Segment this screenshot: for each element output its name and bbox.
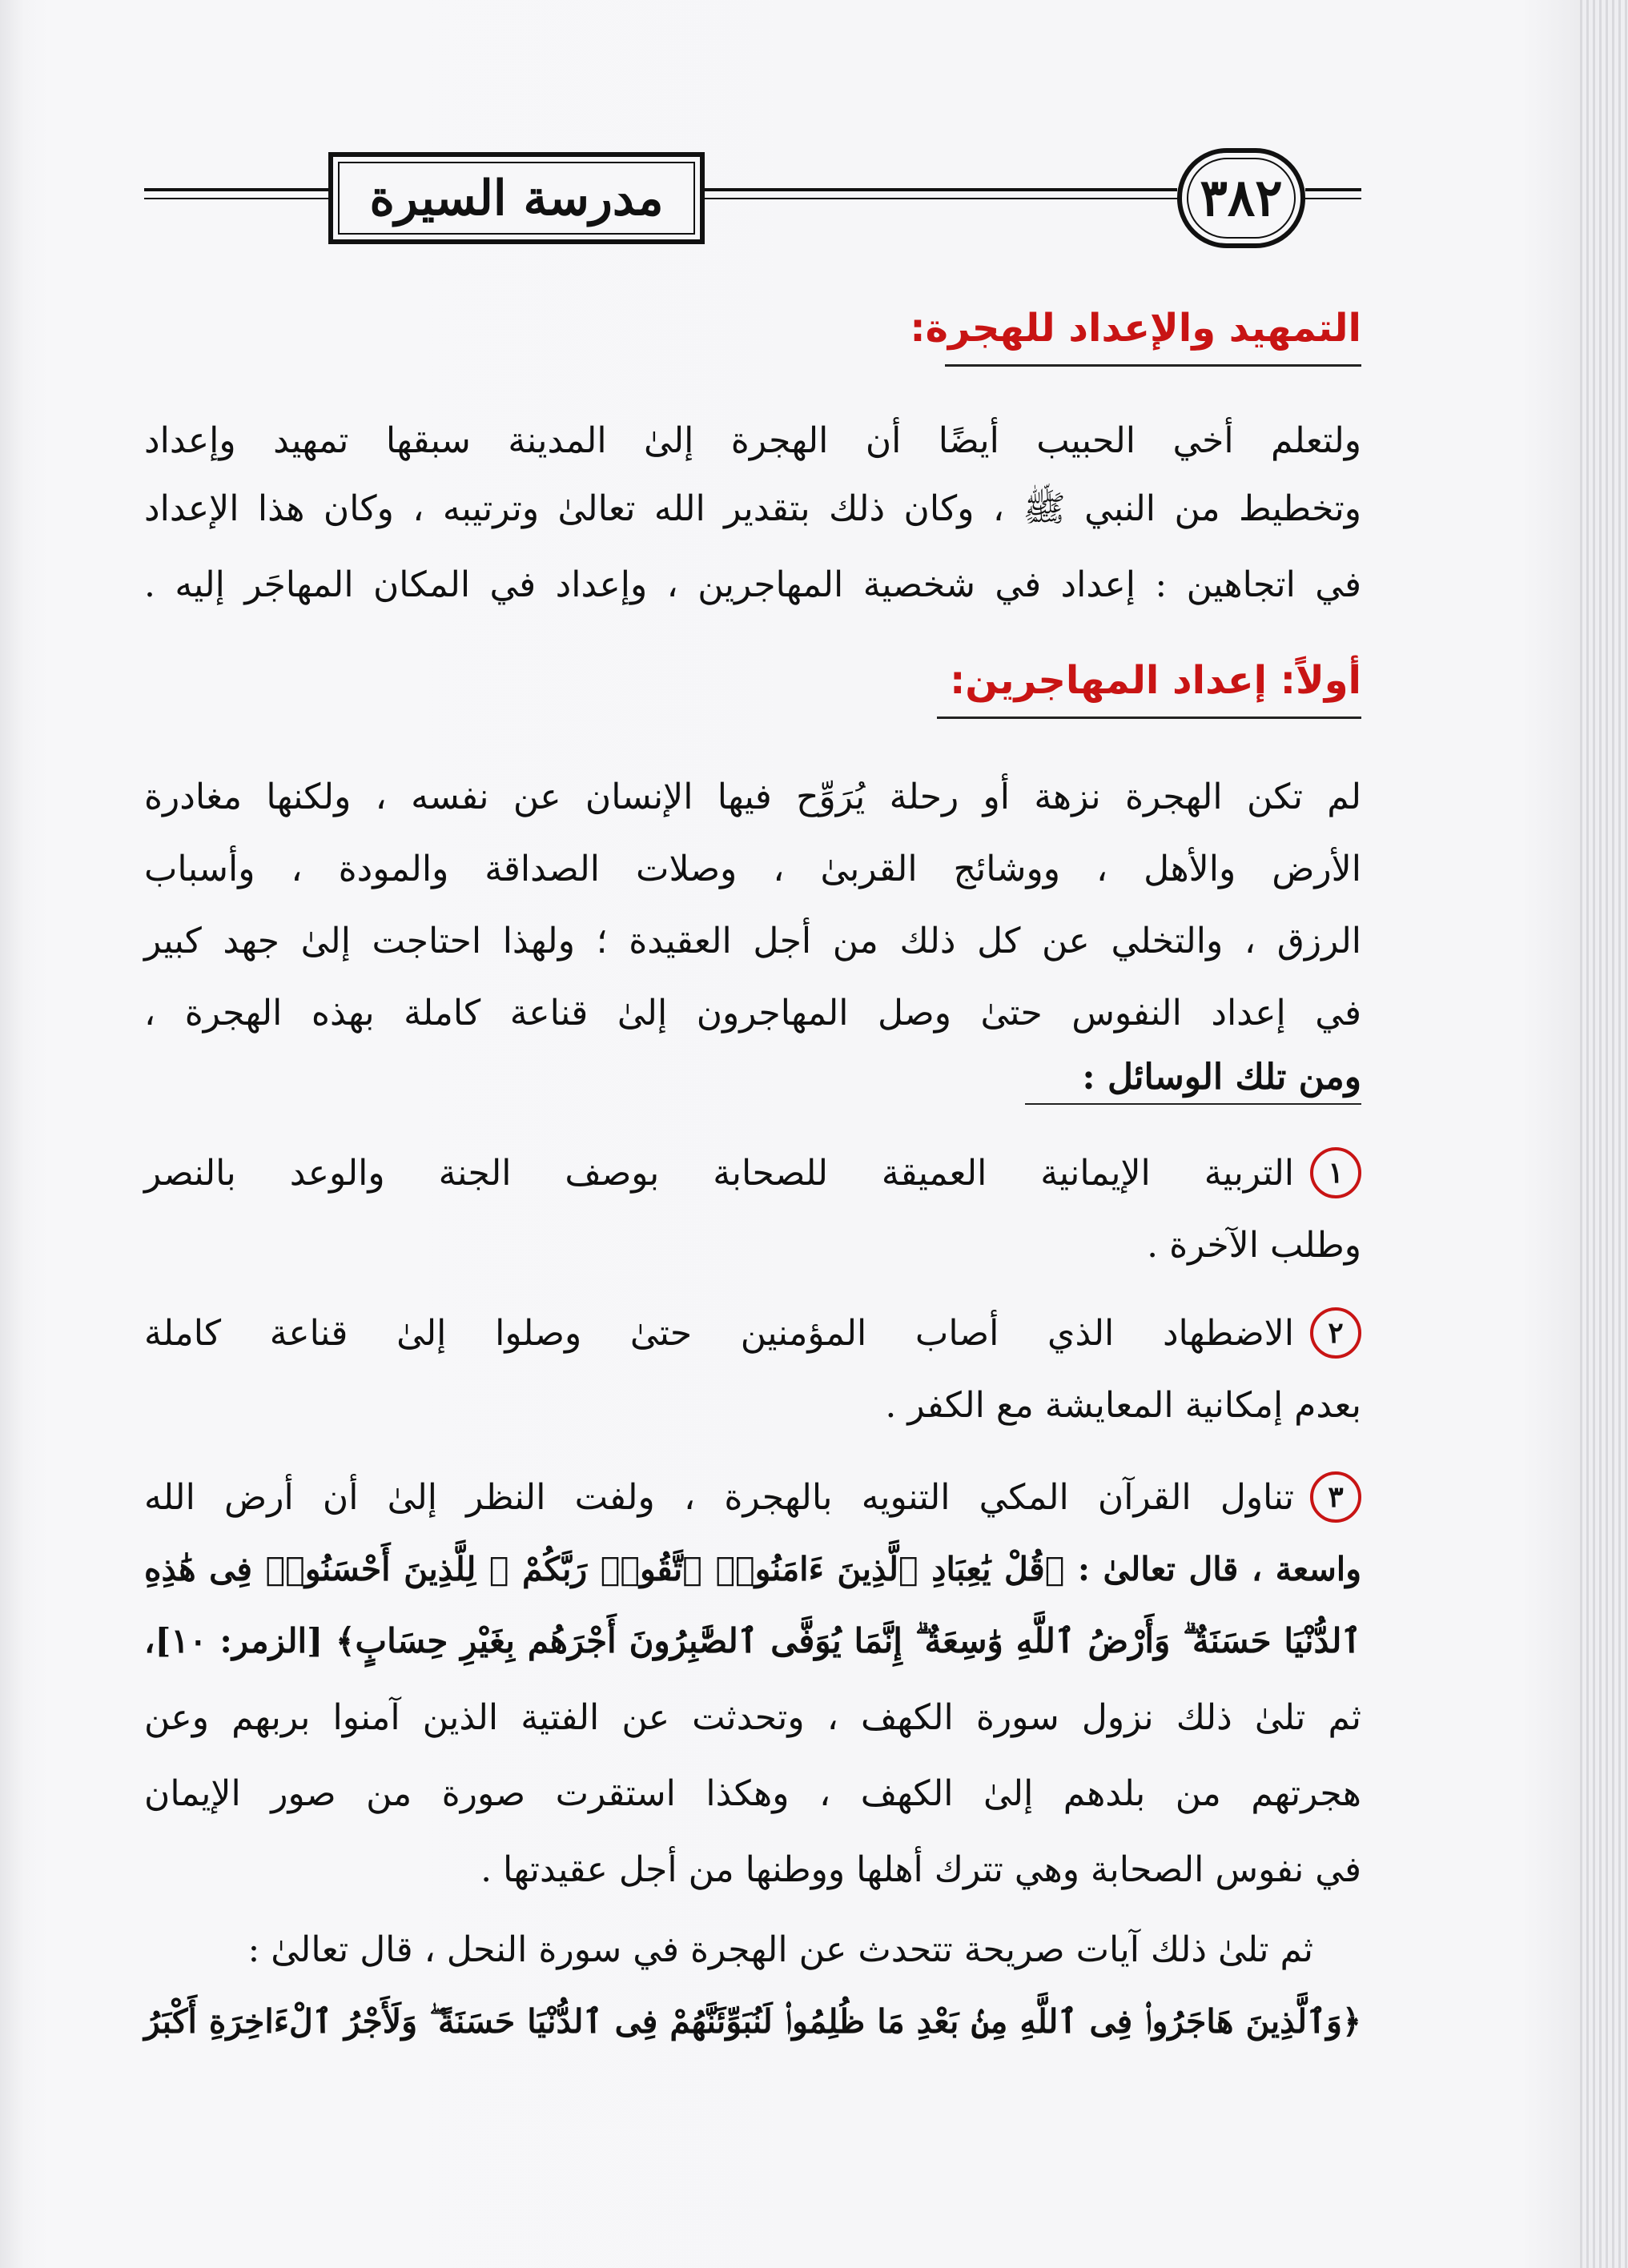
section1-line-2: وتخطيط من النبي ﷺ ، وكان ذلك بتقدير الله تعالىٰ وترتيبه ، وكان هذا الإعداد: [144, 488, 1361, 529]
section1-heading-wrap: [910, 300, 1361, 356]
item-3-line-6: في نفوس الصحابة وهي تترك أهلها ووطنها من أجل عقيدتها .: [480, 1849, 1361, 1890]
header-rule-middle: [705, 188, 1177, 191]
page-number-frame: [1177, 148, 1305, 248]
section2-line-2: الأرض والأهل ، ووشائج القربىٰ ، وصلات الصداقة والمودة ، وأسباب: [144, 848, 1361, 889]
book-title: مدرسة السيرة: [369, 170, 664, 227]
item-2-number: ٢: [1310, 1307, 1361, 1359]
item-1-line-2: وطلب الآخرة .: [1147, 1224, 1361, 1266]
section2-heading-underline: [937, 717, 1361, 719]
item-1-line-1: ١ التربية الإيمانية العميقة للصحابة بوصف الجنة والوعد بالنصر: [144, 1137, 1361, 1209]
section2-line-1: لم تكن الهجرة نزهة أو رحلة يُرَوِّح فيها الإنسان عن نفسه ، ولكنها مغادرة: [144, 776, 1361, 817]
section1-line-1: ولتعلم أخي الحبيب أيضًا أن الهجرة إلىٰ المدينة سبقها تمهيد وإعداد: [144, 419, 1361, 461]
item-3-line-1: ٣ تناول القرآن المكي التنويه بالهجرة ، ولفت النظر إلىٰ أن أرض الله: [144, 1461, 1361, 1533]
page-header: [144, 148, 1361, 252]
means-label-underline: [1025, 1103, 1361, 1105]
header-rule-left: [144, 188, 328, 191]
item-3-line-2: واسعة ، قال تعالىٰ : ﴿قُلْ يَٰعِبَادِ ٱلَّذِينَ ءَامَنُوا۟ ٱتَّقُوا۟ رَبَّكُمْ ۚ لِلَّذِينَ أَحْسَنُوا۟ فِى هَٰذِهِ: [144, 1550, 1361, 1588]
closing-line-2: ﴿وَٱلَّذِينَ هَاجَرُوا۟ فِى ٱللَّهِ مِنۢ بَعْدِ مَا ظُلِمُوا۟ لَنُبَوِّئَنَّهُمْ فِى ٱلدُّنْيَا حَسَنَةً ۖ وَلَأَجْرُ ٱلْءَاخِرَةِ أَكْبَرُ: [144, 2001, 1361, 2041]
item-3-line-3: ٱلدُّنْيَا حَسَنَةٌ ۗ وَأَرْضُ ٱللَّهِ وَٰسِعَةٌ ۗ إِنَّمَا يُوَفَّى ٱلصَّٰبِرُونَ أَجْرَهُم بِغَيْرِ حِسَابٍ﴾ [الزمر: ١٠]،: [144, 1621, 1361, 1660]
item-1-number: ١: [1310, 1147, 1361, 1198]
item-3-line-5: هجرتهم من بلدهم إلىٰ الكهف ، وهكذا استقرت صورة من صور الإيمان: [144, 1772, 1361, 1814]
section2-line-4: في إعداد النفوس حتىٰ وصل المهاجرون إلىٰ قناعة كاملة بهذه الهجرة ،: [144, 992, 1361, 1034]
header-rule-middle-thin: [705, 198, 1177, 199]
section2-line-3: الرزق ، والتخلي عن كل ذلك من أجل العقيدة ؛ ولهذا احتاجت إلىٰ جهد كبير: [144, 920, 1361, 961]
section1-line-3: في اتجاهين : إعداد في شخصية المهاجرين ، وإعداد في المكان المهاجَر إليه .: [144, 564, 1361, 605]
section1-heading-underline: [945, 364, 1361, 367]
item-3-line-4: ثم تلىٰ ذلك نزول سورة الكهف ، وتحدثت عن الفتية الذين آمنوا بربهم وعن: [144, 1696, 1361, 1738]
header-rule-right-thin: [1305, 198, 1361, 199]
item-2-line-1: ٢ الاضطهاد الذي أصاب المؤمنين حتىٰ وصلوا إلىٰ قناعة كاملة: [144, 1297, 1361, 1369]
item-3-number: ٣: [1310, 1471, 1361, 1523]
section2-heading: أولاً: إعداد المهاجرين:: [950, 658, 1361, 703]
header-rule-left-thin: [144, 198, 328, 199]
means-label-line: [144, 1041, 1361, 1113]
page-number: ٣٨٢: [1200, 168, 1283, 228]
section2-heading-wrap: [950, 652, 1361, 708]
header-rule-right: [1305, 188, 1361, 191]
page-edge-spine: [1580, 0, 1628, 2268]
closing-line-1: ثم تلىٰ ذلك آيات صريحة تتحدث عن الهجرة في سورة النحل ، قال تعالىٰ :: [247, 1929, 1313, 1970]
item-2-line-2: بعدم إمكانية المعايشة مع الكفر .: [885, 1384, 1361, 1426]
means-label: ومن تلك الوسائل :: [1082, 1056, 1361, 1098]
section1-heading: التمهيد والإعداد للهجرة:: [910, 306, 1361, 351]
book-title-frame: [328, 152, 705, 244]
